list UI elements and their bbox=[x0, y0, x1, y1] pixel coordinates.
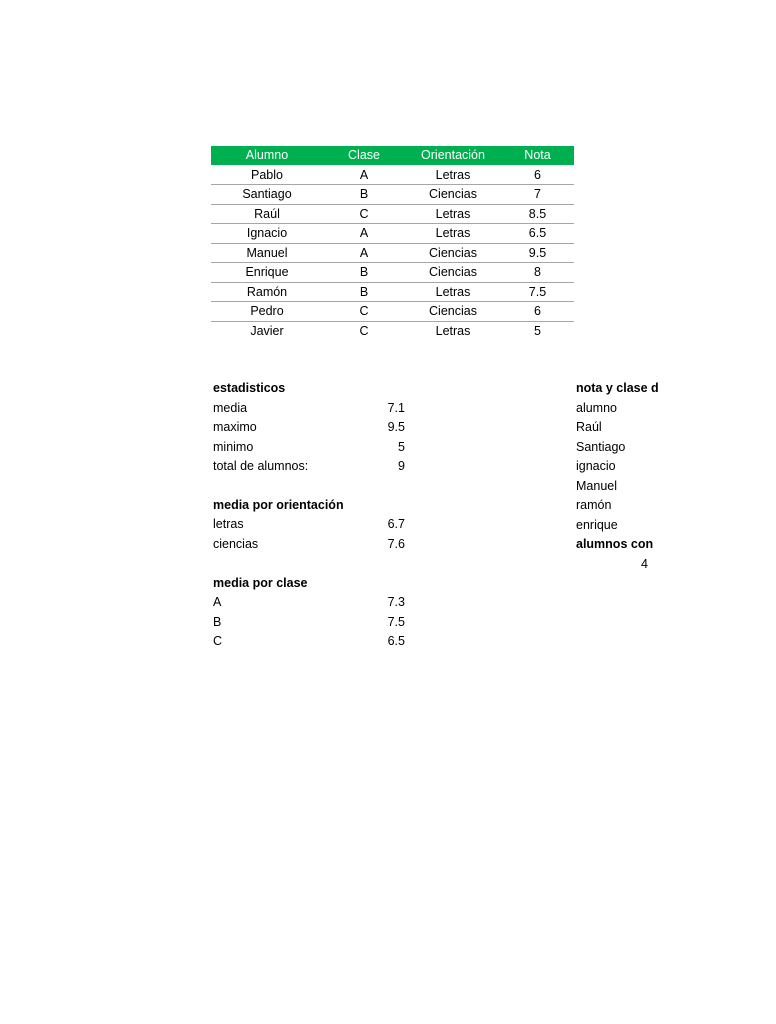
cell-clase: B bbox=[323, 263, 405, 283]
header-nota: Nota bbox=[501, 146, 574, 165]
header-orientacion: Orientación bbox=[405, 146, 501, 165]
stat-label: maximo bbox=[213, 420, 257, 434]
stat-label: letras bbox=[213, 517, 244, 531]
cell-orientacion: Ciencias bbox=[405, 243, 501, 263]
table-row bbox=[211, 165, 574, 185]
cell-nota: 6 bbox=[501, 302, 574, 322]
cell-alumno: Enrique bbox=[211, 263, 323, 283]
right-column-item: ramón bbox=[576, 498, 612, 512]
cell-nota: 6 bbox=[501, 165, 574, 185]
cell-alumno: Ramón bbox=[211, 282, 323, 302]
cell-nota: 7 bbox=[501, 185, 574, 205]
stat-value: 7.3 bbox=[387, 595, 405, 609]
right-column-item: enrique bbox=[576, 517, 618, 532]
table-row bbox=[211, 243, 574, 263]
cell-clase: B bbox=[323, 282, 405, 302]
stat-label: B bbox=[213, 614, 222, 629]
cell-clase: B bbox=[323, 185, 405, 205]
right-column-item: Santiago bbox=[576, 439, 626, 454]
cell-orientacion: Ciencias bbox=[405, 302, 501, 322]
cell-alumno: Pablo bbox=[211, 165, 323, 185]
table-row bbox=[211, 185, 574, 205]
cell-clase: A bbox=[323, 224, 405, 244]
table-header-row bbox=[211, 146, 574, 165]
cell-orientacion: Letras bbox=[405, 204, 501, 224]
cell-orientacion: Ciencias bbox=[405, 185, 501, 205]
students-table bbox=[211, 146, 574, 340]
cell-orientacion: Letras bbox=[405, 165, 501, 185]
cell-alumno: Manuel bbox=[211, 243, 323, 263]
right-column-item: Raúl bbox=[576, 420, 602, 434]
cell-alumno: Ignacio bbox=[211, 224, 323, 244]
stat-row bbox=[213, 457, 405, 477]
right-column-item: Manuel bbox=[576, 478, 617, 493]
stat-row bbox=[213, 593, 405, 613]
media-clase-title: media por clase bbox=[213, 575, 308, 590]
stat-value: 6.5 bbox=[387, 634, 405, 648]
table-row bbox=[211, 302, 574, 322]
stat-value: 7.6 bbox=[387, 536, 405, 551]
right-column-header: alumno bbox=[576, 400, 617, 415]
cell-clase: A bbox=[323, 165, 405, 185]
right-column-title: nota y clase d bbox=[576, 381, 659, 395]
header-clase: Clase bbox=[323, 146, 405, 165]
stat-value: 7.5 bbox=[387, 614, 405, 629]
stat-label: minimo bbox=[213, 439, 254, 454]
right-column-item: ignacio bbox=[576, 459, 616, 473]
stat-row bbox=[213, 632, 405, 652]
table-row bbox=[211, 321, 574, 340]
stat-row bbox=[213, 399, 405, 419]
stat-row bbox=[213, 438, 405, 458]
table-row bbox=[211, 224, 574, 244]
cell-alumno: Pedro bbox=[211, 302, 323, 322]
cell-orientacion: Letras bbox=[435, 323, 471, 338]
cell-orientacion: Letras bbox=[405, 224, 501, 244]
cell-nota: 8.5 bbox=[501, 204, 574, 224]
cell-nota: 9.5 bbox=[501, 243, 574, 263]
stat-row bbox=[213, 535, 405, 555]
right-column-count-row bbox=[576, 555, 776, 575]
stat-value: 9 bbox=[398, 459, 405, 473]
stat-row bbox=[213, 418, 405, 438]
table-row bbox=[211, 204, 574, 224]
cell-alumno: Javier bbox=[250, 323, 284, 338]
media-clase-block bbox=[213, 574, 405, 652]
stat-row bbox=[213, 515, 405, 535]
stat-row bbox=[213, 613, 405, 633]
stat-value: 5 bbox=[398, 439, 405, 454]
cell-nota: 7.5 bbox=[501, 282, 574, 302]
estadisticos-title: estadisticos bbox=[213, 381, 286, 395]
right-column-count: 4 bbox=[641, 556, 648, 571]
estadisticos-block bbox=[213, 379, 405, 477]
cell-orientacion: Ciencias bbox=[405, 263, 501, 283]
cell-clase: C bbox=[323, 204, 405, 224]
cell-clase: C bbox=[323, 302, 405, 322]
cell-nota: 5 bbox=[534, 323, 541, 338]
cell-clase: A bbox=[323, 243, 405, 263]
header-alumno: Alumno bbox=[211, 146, 323, 165]
stat-label: ciencias bbox=[213, 536, 259, 551]
stat-value: 7.1 bbox=[387, 400, 405, 415]
table-row bbox=[211, 282, 574, 302]
cell-nota: 6.5 bbox=[501, 224, 574, 244]
right-column-subtitle: alumnos con bbox=[576, 537, 654, 551]
stat-value: 6.7 bbox=[387, 517, 405, 531]
stat-label: total de alumnos: bbox=[213, 459, 309, 473]
cell-alumno: Raúl bbox=[211, 204, 323, 224]
media-orientacion-block bbox=[213, 496, 405, 555]
media-orientacion-title: media por orientación bbox=[213, 497, 344, 512]
stat-label: C bbox=[213, 634, 223, 648]
stat-label: A bbox=[213, 595, 222, 609]
cell-alumno: Santiago bbox=[211, 185, 323, 205]
cell-nota: 8 bbox=[501, 263, 574, 283]
cell-orientacion: Letras bbox=[405, 282, 501, 302]
right-column-block bbox=[576, 379, 659, 574]
table-row bbox=[211, 263, 574, 283]
stat-value: 9.5 bbox=[387, 420, 405, 434]
stat-label: media bbox=[213, 400, 248, 415]
cell-clase: C bbox=[359, 323, 369, 338]
